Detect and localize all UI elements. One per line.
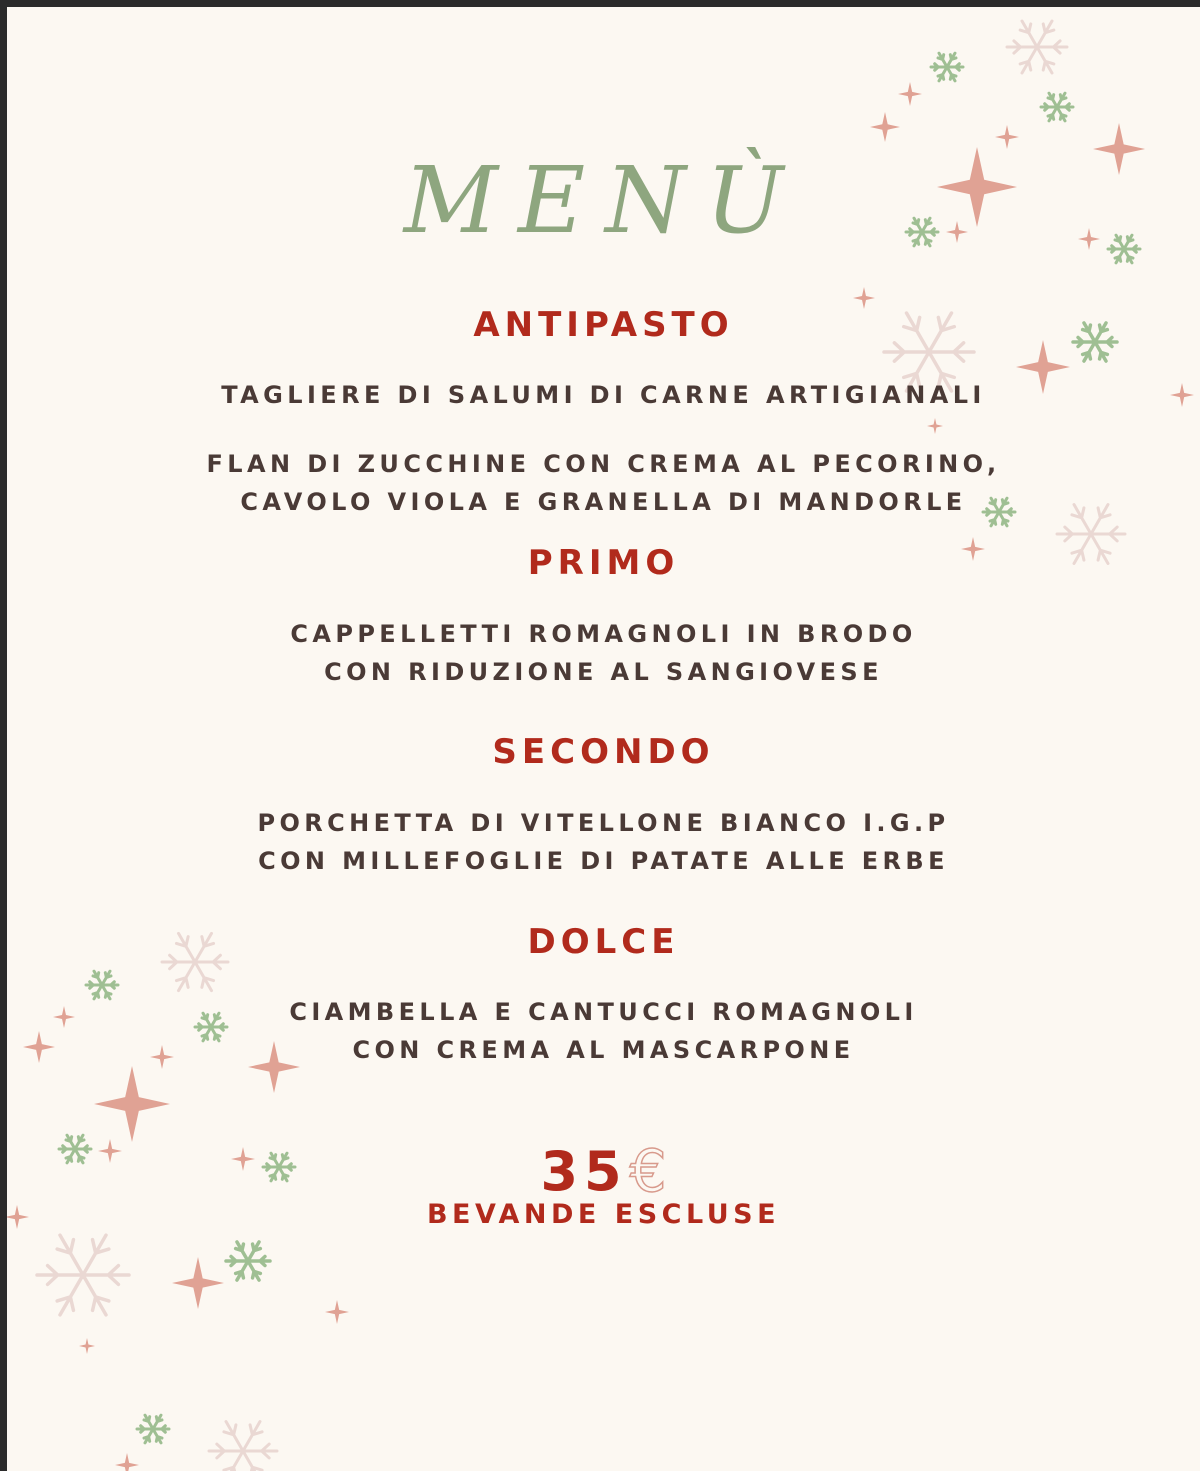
price-block (7, 1137, 1200, 1205)
price-note: BEVANDE ESCLUSE (426, 1199, 781, 1230)
snowflake-icon (226, 1242, 270, 1280)
snowflake-icon (137, 1415, 169, 1443)
snowflake-icon (37, 1235, 129, 1315)
sparkle-star-icon (927, 418, 943, 434)
dish-line: FLAN DI ZUCCHINE CON CREMA AL PECORINO, (206, 450, 1001, 478)
sparkle-star-icon (172, 1257, 224, 1309)
section-heading-secondo: SECONDO (492, 732, 715, 772)
dish-line: CON RIDUZIONE AL SANGIOVESE (324, 658, 883, 686)
sparkle-star-icon (79, 1338, 95, 1354)
dish-line: PORCHETTA DI VITELLONE BIANCO I.G.P (257, 809, 950, 837)
dish-line: TAGLIERE DI SALUMI DI CARNE ARTIGIANALI (221, 381, 986, 409)
dish-line: CAVOLO VIOLA E GRANELLA DI MANDORLE (240, 488, 967, 516)
sparkle-star-icon (325, 1300, 349, 1324)
dish-line: CON CREMA AL MASCARPONE (352, 1036, 855, 1064)
dish-item (7, 615, 1200, 691)
menu-title: MENÙ (403, 147, 804, 254)
euro-icon: € (629, 1137, 667, 1205)
section-heading-primo: PRIMO (527, 543, 680, 583)
sparkle-star-icon (870, 112, 900, 142)
sparkle-star-icon (898, 82, 922, 106)
snowflake-icon (1041, 93, 1073, 121)
sparkle-star-icon (995, 125, 1019, 149)
sparkle-star-icon (94, 1066, 170, 1142)
dish-item (7, 445, 1200, 521)
snowflake-icon (931, 53, 963, 81)
snowflake-icon (209, 1422, 277, 1471)
dish-item (7, 376, 1200, 414)
sparkle-star-icon (115, 1453, 139, 1471)
menu-card (7, 7, 1200, 1471)
snowflake-icon (1007, 21, 1067, 73)
section-heading-antipasto: ANTIPASTO (473, 305, 734, 345)
dish-item (7, 993, 1200, 1069)
dish-line: CAPPELLETTI ROMAGNOLI IN BRODO (290, 620, 917, 648)
dish-item (7, 804, 1200, 880)
section-heading-dolce: DOLCE (527, 922, 680, 962)
price-value: 35 (540, 1139, 628, 1203)
dish-line: CIAMBELLA E CANTUCCI ROMAGNOLI (289, 998, 918, 1026)
dish-line: CON MILLEFOGLIE DI PATATE ALLE ERBE (258, 847, 949, 875)
